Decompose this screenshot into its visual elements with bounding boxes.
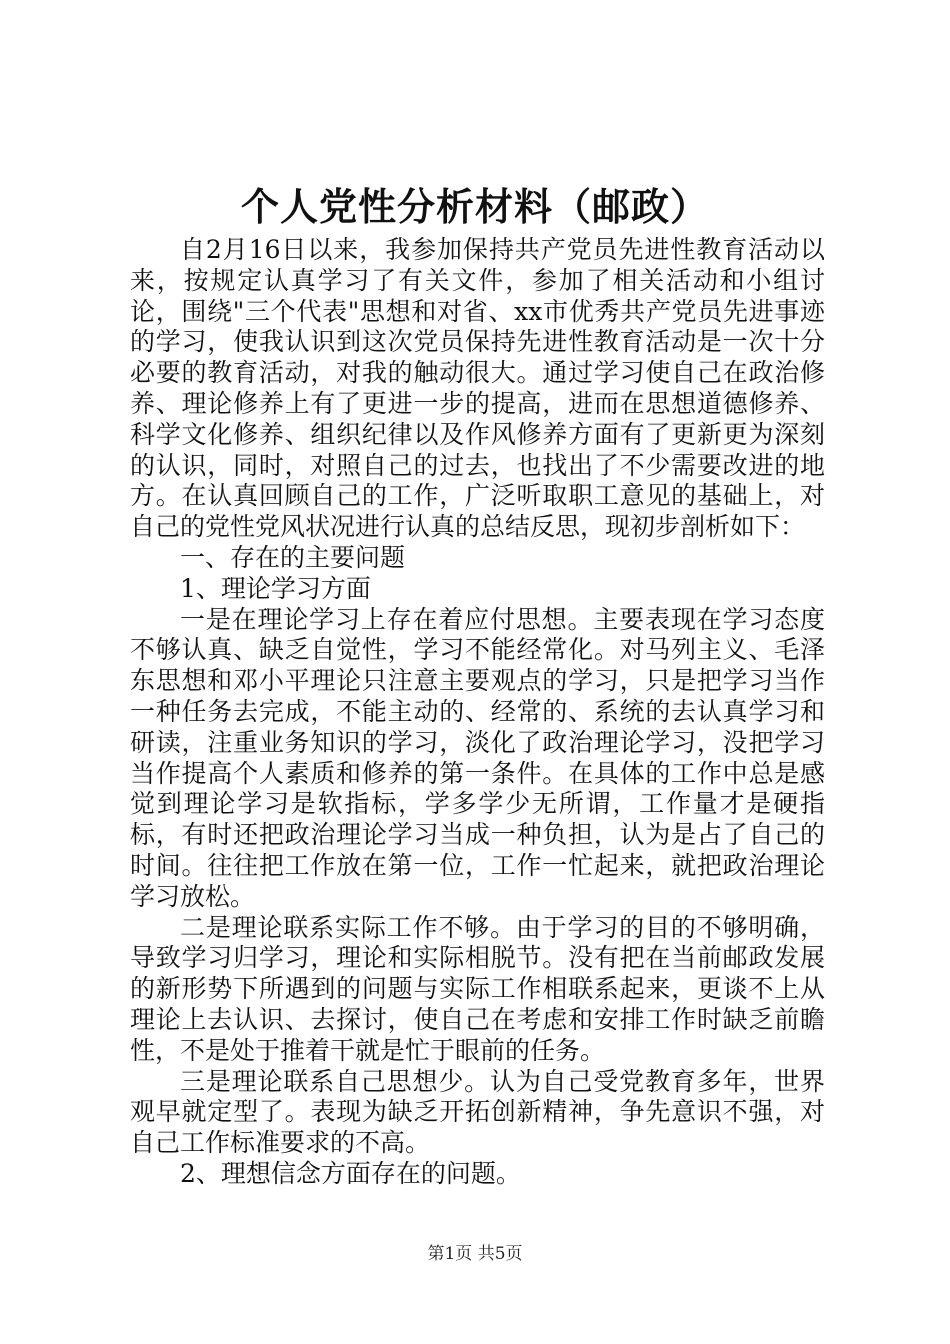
heading-main-problems: 一、存在的主要问题 [180, 542, 406, 572]
paragraph-point-three: 三是理论联系自己思想少。认为自己受党教育多年，世界观早就定型了。表现为缺乏开拓创新精神，争先意识不强，对自己工作标准要求的不高。 [130, 1066, 825, 1158]
document-body [130, 235, 825, 1190]
paragraph-point-one: 一是在理论学习上存在着应付思想。主要表现在学习态度不够认真、缺乏自觉性，学习不能经常化。对马列主义、毛泽东思想和邓小平理论只注意主要观点的学习，只是把学习当作一种任务去完成，不能主动的、经常的、系统的去认真学习和研读，注重业务知识的学习，淡化了政治理论学习，没把学习当作提高个人素质和修养的第一条件。在具体的工作中总是感觉到理论学习是软指标，学多学少无所谓，工作量才是硬指标，有时还把政治理论学习当成一种负担，认为是占了自己的时间。往往把工作放在第一位，工作一忙起来，就把政治理论学习放松。 [130, 604, 825, 911]
paragraph-intro: 自2月16日以来，我参加保持共产党员先进性教育活动以来，按规定认真学习了有关文件，参加了相关活动和小组讨论，围绕"三个代表"思想和对省、xx市优秀共产党员先进事迹的学习，使我认识到这次党员保持先进性教育活动是一次十分必要的教育活动，对我的触动很大。通过学习使自己在政治修养、理论修养上有了更进一步的提高，进而在思想道德修养、科学文化修养、组织纪律以及作风修养方面有了更新更为深刻的认识，同时，对照自己的过去，也找出了不少需要改进的地方。在认真回顾自己的工作，广泛听取职工意见的基础上，对自己的党性党风状况进行认真的总结反思，现初步剖析如下： [130, 235, 825, 542]
page-footer: 第1页 共5页 [427, 1244, 523, 1264]
heading-theory-study: 1、理论学习方面 [180, 573, 371, 603]
page-title: 个人党性分析材料（邮政） [240, 184, 709, 229]
heading-ideals-beliefs: 2、理想信念方面存在的问题。 [180, 1158, 521, 1188]
paragraph-point-two: 二是理论联系实际工作不够。由于学习的目的不够明确，导致学习归学习，理论和实际相脱节。没有把在当前邮政发展的新形势下所遇到的问题与实际工作相联系起来，更谈不上从理论上去认识、去探讨，使自己在考虑和安排工作时缺乏前瞻性，不是处于推着干就是忙于眼前的任务。 [130, 912, 825, 1065]
